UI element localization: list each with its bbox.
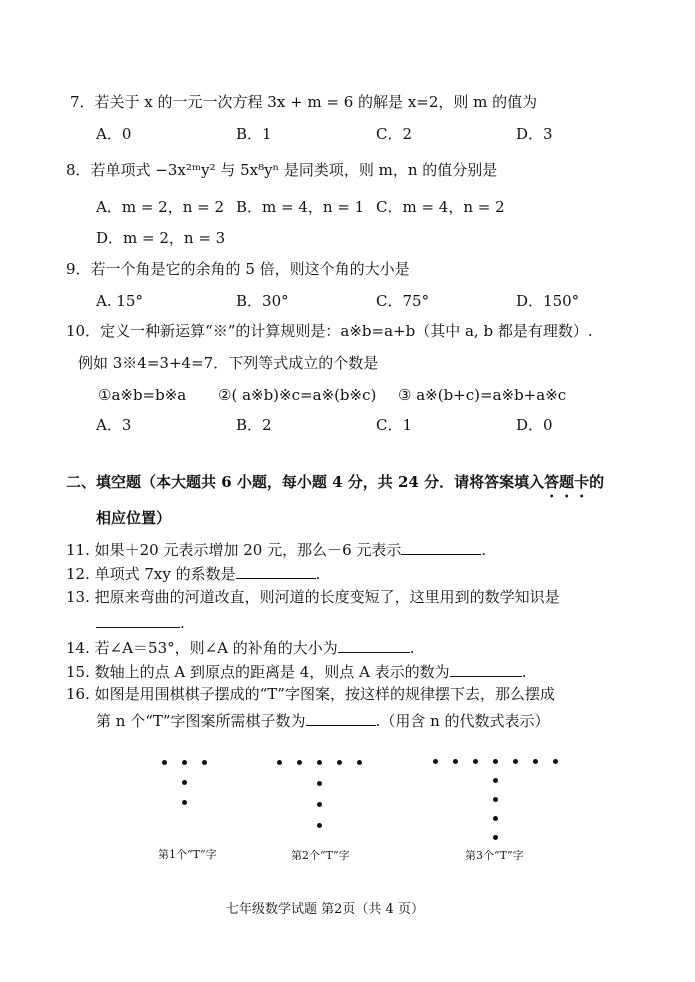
q8-option-a: A．m = 2，n = 2 — [96, 198, 225, 216]
q9-option-c: C．75° — [376, 292, 430, 310]
q8-option-b: B．m = 4，n = 1 — [236, 198, 365, 216]
pattern3-stone — [493, 816, 498, 821]
pattern2-stone — [277, 760, 282, 765]
q11 — [66, 538, 486, 560]
q10-statement-3: ③ a※(b+c)=a※b+a※c — [398, 386, 567, 404]
q16-answer-blank[interactable] — [306, 709, 376, 726]
q12 — [66, 562, 320, 584]
q13-period: . — [180, 614, 185, 632]
pattern3-stone — [553, 759, 558, 764]
pattern1-stone — [182, 800, 187, 805]
pattern3-stone — [493, 759, 498, 764]
q16-text: 16. 如图是用围棋棋子摆成的“T”字图案，按这样的规律摆下去，那么摆成 — [66, 685, 555, 703]
pattern1-stone — [162, 760, 167, 765]
q11-answer-blank[interactable] — [401, 538, 481, 555]
q16-text-3: .（用含 n 的代数式表示） — [375, 712, 550, 730]
q7-option-a: A．0 — [96, 125, 132, 143]
pattern3-caption: 第3个“T”字 — [465, 849, 524, 862]
section2-heading-line2: 相应位置） — [96, 509, 172, 527]
q13-text: 13. 把原来弯曲的河道改直，则河道的长度变短了，这里用到的数学知识是 — [66, 588, 560, 606]
q15-answer-blank[interactable] — [450, 660, 522, 677]
q14-period: . — [409, 639, 415, 657]
q10-option-b: B．2 — [236, 416, 272, 434]
q13-line2 — [96, 611, 185, 633]
q9-option-a: A. 15° — [96, 292, 143, 310]
pattern1-caption: 第1个“T”字 — [158, 848, 217, 861]
pattern1-stone — [202, 760, 207, 765]
q10-example: 例如 3※4=3+4=7．下列等式成立的个数是 — [78, 354, 379, 372]
q13-answer-blank[interactable] — [96, 611, 180, 628]
q7-text: 7．若关于 x 的一元一次方程 3x + m = 6 的解是 x=2，则 m 的值为 — [70, 93, 538, 111]
pattern3-stone — [513, 759, 518, 764]
q9-option-b: B．30° — [236, 292, 289, 310]
q10-statement-2: ②( a※b)※c=a※(b※c) — [218, 386, 377, 404]
q12-text: 12. 单项式 7xy 的系数是 — [66, 565, 236, 583]
q15 — [66, 660, 526, 682]
q15-period: . — [521, 663, 527, 681]
q14 — [66, 636, 415, 658]
pattern2-stone — [357, 760, 362, 765]
q14-answer-blank[interactable] — [338, 636, 410, 653]
pattern2-stone — [317, 823, 322, 828]
pattern3-stone — [433, 759, 438, 764]
pattern1-stone — [182, 760, 187, 765]
q9-option-d: D．150° — [516, 292, 580, 310]
q7-option-c: C．2 — [376, 125, 413, 143]
q9-text: 9．若一个角是它的余角的 5 倍，则这个角的大小是 — [66, 260, 410, 278]
pattern2-caption: 第2个“T”字 — [291, 849, 350, 862]
q8-option-c: C．m = 4，n = 2 — [376, 198, 505, 216]
q10-statement-1: ①a※b=b※a — [98, 386, 187, 404]
q10-option-a: A．3 — [96, 416, 132, 434]
section2-heading-emphasis: 答题卡 — [544, 473, 590, 491]
q10-text: 10．定义一种新运算“※”的计算规则是：a※b=a+b（其中 a, b 都是有理数）. — [66, 322, 593, 340]
pattern3-stone — [453, 759, 458, 764]
q16-line2 — [96, 709, 550, 731]
q12-answer-blank[interactable] — [236, 562, 316, 579]
q11-text: 11. 如果＋20 元表示增加 20 元，那么－6 元表示 — [66, 541, 402, 559]
q15-text: 15. 数轴上的点 A 到原点的距离是 4，则点 A 表示的数为 — [66, 663, 450, 681]
page-footer: 七年级数学试题 第2页（共 4 页） — [226, 902, 424, 917]
section2-heading-tail: 的 — [589, 473, 605, 491]
pattern2-stone — [337, 760, 342, 765]
q16-text-2: 第 n 个“T”字图案所需棋子数为 — [96, 712, 306, 730]
pattern2-stone — [317, 760, 322, 765]
q8-text: 8．若单项式 −3x²ᵐy² 与 5x⁸yⁿ 是同类项，则 m，n 的值分别是 — [66, 161, 498, 179]
pattern2-stone — [317, 802, 322, 807]
pattern3-stone — [493, 797, 498, 802]
pattern3-stone — [493, 778, 498, 783]
pattern3-stone — [493, 835, 498, 840]
pattern3-stone — [533, 759, 538, 764]
q12-period: . — [315, 565, 321, 583]
q7-option-d: D．3 — [516, 125, 553, 143]
section2-heading — [66, 472, 604, 501]
pattern1-stone — [182, 780, 187, 785]
section2-heading-main: 二、填空题（本大题共 6 小题，每小题 4 分，共 24 分．请将答案填入 — [66, 473, 545, 491]
pattern2-stone — [317, 781, 322, 786]
q7-option-b: B．1 — [236, 125, 272, 143]
pattern2-stone — [297, 760, 302, 765]
q14-text: 14. 若∠A＝53°，则∠A 的补角的大小为 — [66, 639, 338, 657]
q8-option-d: D．m = 2，n = 3 — [96, 229, 226, 247]
q10-option-d: D．0 — [516, 416, 553, 434]
q10-option-c: C．1 — [376, 416, 413, 434]
q11-period: . — [481, 541, 487, 559]
pattern3-stone — [473, 759, 478, 764]
